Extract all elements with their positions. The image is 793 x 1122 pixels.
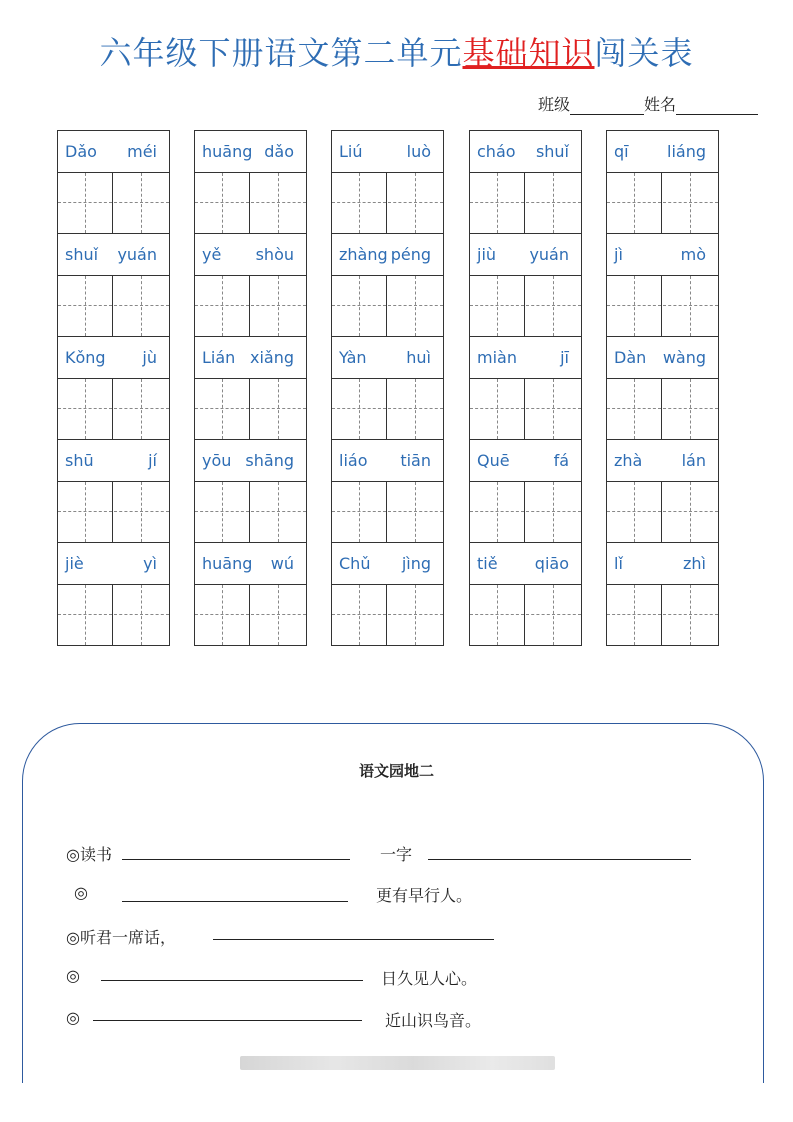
writing-grid: [607, 585, 718, 646]
writing-box[interactable]: [663, 379, 718, 439]
writing-box[interactable]: [607, 276, 662, 336]
word-cell: [332, 543, 443, 646]
pinyin-row: [58, 234, 169, 276]
garden-line-3-prefix: ◎听君一席话，: [66, 928, 176, 947]
writing-box[interactable]: [663, 276, 718, 336]
title-part2: 闯关表: [594, 34, 694, 72]
page-title: [0, 28, 793, 74]
writing-box[interactable]: [388, 482, 443, 542]
writing-box[interactable]: [114, 482, 169, 542]
pinyin-row: [470, 131, 581, 173]
word-cell: [195, 234, 306, 337]
pinyin-syllable-2: jí: [148, 451, 157, 470]
garden-line-3-blank[interactable]: [213, 939, 494, 940]
writing-box[interactable]: [470, 482, 525, 542]
pinyin-syllable-2: jìng: [401, 554, 431, 573]
writing-box[interactable]: [388, 585, 443, 645]
writing-box[interactable]: [58, 585, 113, 645]
word-cell: [607, 337, 718, 440]
pinyin-syllable-1: Dàn: [614, 348, 647, 367]
writing-box[interactable]: [114, 276, 169, 336]
word-cell: [58, 234, 169, 337]
pinyin-syllable-2: shuǐ: [535, 142, 569, 161]
pinyin-row: [332, 440, 443, 482]
pinyin-syllable-1: jì: [614, 245, 623, 264]
word-cell: [332, 337, 443, 440]
writing-box[interactable]: [526, 379, 581, 439]
writing-box[interactable]: [195, 173, 250, 233]
writing-box[interactable]: [114, 173, 169, 233]
word-cell: [607, 131, 718, 234]
garden-line-2-prefix: ◎: [74, 883, 88, 902]
pinyin-syllable-1: Dǎo: [65, 142, 97, 161]
pinyin-row: [332, 337, 443, 379]
title-part1: 六年级下册语文第二单元: [99, 34, 463, 72]
pinyin-row: [470, 543, 581, 585]
pinyin-column-3: [331, 130, 444, 646]
writing-box[interactable]: [607, 173, 662, 233]
pinyin-row: [470, 234, 581, 276]
pinyin-row: [332, 234, 443, 276]
footer-watermark: [240, 1056, 555, 1070]
word-cell: [58, 131, 169, 234]
word-cell: [332, 440, 443, 543]
garden-line-5-suffix: 近山识鸟音。: [385, 1011, 482, 1030]
name-blank[interactable]: [676, 98, 758, 115]
pinyin-syllable-1: yě: [202, 245, 222, 264]
writing-box[interactable]: [251, 482, 306, 542]
writing-box[interactable]: [58, 276, 113, 336]
writing-box[interactable]: [251, 173, 306, 233]
garden-line-2-suffix: 更有早行人。: [376, 886, 473, 905]
writing-box[interactable]: [332, 173, 387, 233]
pinyin-syllable-2: lán: [681, 451, 706, 470]
pinyin-syllable-2: méi: [127, 142, 157, 161]
writing-box[interactable]: [332, 379, 387, 439]
word-cell: [195, 440, 306, 543]
writing-grid: [332, 276, 443, 337]
pinyin-syllable-1: zhà: [614, 451, 643, 470]
writing-box[interactable]: [251, 379, 306, 439]
pinyin-syllable-1: Quē: [477, 451, 510, 470]
writing-box[interactable]: [470, 379, 525, 439]
writing-grid: [332, 379, 443, 440]
title-highlight: 基础知识: [462, 34, 595, 72]
writing-grid: [58, 585, 169, 646]
word-cell: [470, 440, 581, 543]
writing-grid: [607, 482, 718, 543]
pinyin-row: [332, 131, 443, 173]
writing-box[interactable]: [607, 379, 662, 439]
writing-grid: [58, 173, 169, 234]
pinyin-row: [58, 440, 169, 482]
pinyin-syllable-2: yuán: [117, 245, 157, 264]
pinyin-row: [58, 337, 169, 379]
writing-grid: [195, 173, 306, 234]
pinyin-syllable-2: mò: [680, 245, 706, 264]
pinyin-syllable-2: xiǎng: [249, 348, 294, 367]
garden-line-4-prefix: ◎: [66, 966, 80, 985]
pinyin-syllable-1: miàn: [477, 348, 517, 367]
name-label: 姓名: [644, 95, 677, 114]
writing-box[interactable]: [332, 482, 387, 542]
pinyin-row: [607, 131, 718, 173]
pinyin-syllable-2: yì: [143, 554, 157, 573]
pinyin-syllable-1: huāng: [202, 142, 253, 161]
pinyin-row: [607, 543, 718, 585]
word-cell: [195, 543, 306, 646]
pinyin-column-4: [469, 130, 582, 646]
pinyin-syllable-2: zhì: [683, 554, 706, 573]
writing-box[interactable]: [332, 276, 387, 336]
writing-grid: [195, 379, 306, 440]
word-cell: [607, 543, 718, 646]
pinyin-syllable-2: shòu: [255, 245, 294, 264]
pinyin-row: [470, 440, 581, 482]
writing-grid: [607, 379, 718, 440]
writing-box[interactable]: [195, 585, 250, 645]
pinyin-syllable-2: yuán: [529, 245, 569, 264]
pinyin-syllable-1: liáo: [339, 451, 368, 470]
pinyin-row: [607, 234, 718, 276]
pinyin-syllable-1: Lián: [202, 348, 236, 367]
garden-line-1-blank-2[interactable]: [428, 859, 691, 860]
writing-grid: [470, 173, 581, 234]
writing-box[interactable]: [470, 585, 525, 645]
writing-grid: [470, 276, 581, 337]
pinyin-syllable-2: wàng: [662, 348, 706, 367]
pinyin-syllable-1: shuǐ: [65, 245, 99, 264]
writing-grid: [607, 173, 718, 234]
pinyin-row: [195, 131, 306, 173]
writing-box[interactable]: [526, 276, 581, 336]
pinyin-syllable-1: Yàn: [339, 348, 367, 367]
name-bar: [538, 92, 758, 115]
writing-grid: [195, 276, 306, 337]
pinyin-syllable-2: liáng: [667, 142, 706, 161]
pinyin-column-2: [194, 130, 307, 646]
pinyin-row: [195, 440, 306, 482]
pinyin-syllable-2: huì: [406, 348, 431, 367]
pinyin-row: [607, 440, 718, 482]
pinyin-syllable-1: Liú: [339, 142, 363, 161]
writing-box[interactable]: [526, 482, 581, 542]
pinyin-row: [195, 543, 306, 585]
pinyin-syllable-1: huāng: [202, 554, 253, 573]
garden-line-1-mid: 一字: [380, 845, 413, 864]
pinyin-syllable-1: jiè: [65, 554, 84, 573]
writing-box[interactable]: [388, 173, 443, 233]
garden-line-4-blank[interactable]: [101, 980, 363, 981]
writing-grid: [332, 482, 443, 543]
pinyin-syllable-2: tiān: [400, 451, 431, 470]
pinyin-syllable-2: jù: [142, 348, 157, 367]
pinyin-row: [332, 543, 443, 585]
pinyin-syllable-1: tiě: [477, 554, 498, 573]
writing-grid: [470, 379, 581, 440]
garden-title: 语文园地二: [358, 762, 434, 780]
writing-box[interactable]: [526, 585, 581, 645]
writing-grid: [195, 482, 306, 543]
word-cell: [470, 131, 581, 234]
pinyin-syllable-1: Chǔ: [339, 554, 371, 573]
garden-line-1-blank-1[interactable]: [122, 859, 350, 860]
writing-box[interactable]: [251, 585, 306, 645]
word-cell: [332, 234, 443, 337]
pinyin-syllable-2: dǎo: [264, 142, 294, 161]
word-cell: [470, 337, 581, 440]
pinyin-syllable-2: fá: [553, 451, 569, 470]
pinyin-row: [195, 234, 306, 276]
writing-grid: [58, 276, 169, 337]
word-cell: [195, 131, 306, 234]
writing-box[interactable]: [58, 482, 113, 542]
word-cell: [332, 131, 443, 234]
pinyin-syllable-2: péng: [390, 245, 431, 264]
pinyin-syllable-1: cháo: [477, 142, 516, 161]
writing-box[interactable]: [388, 276, 443, 336]
word-cell: [470, 543, 581, 646]
word-cell: [58, 337, 169, 440]
pinyin-syllable-1: yōu: [202, 451, 232, 470]
garden-line-5-blank[interactable]: [93, 1020, 362, 1021]
pinyin-column-5: [606, 130, 719, 646]
writing-grid: [332, 585, 443, 646]
word-cell: [470, 234, 581, 337]
writing-box[interactable]: [195, 379, 250, 439]
writing-box[interactable]: [663, 585, 718, 645]
pinyin-syllable-2: wú: [270, 554, 294, 573]
writing-grid: [58, 482, 169, 543]
pinyin-row: [195, 337, 306, 379]
pinyin-row: [58, 131, 169, 173]
garden-line-5-prefix: ◎: [66, 1008, 80, 1027]
word-cell: [607, 234, 718, 337]
word-cell: [58, 440, 169, 543]
pinyin-syllable-1: Kǒng: [65, 348, 106, 367]
writing-box[interactable]: [58, 379, 113, 439]
class-blank[interactable]: [570, 98, 644, 115]
writing-grid: [332, 173, 443, 234]
pinyin-syllable-2: luò: [406, 142, 431, 161]
writing-box[interactable]: [526, 173, 581, 233]
writing-box[interactable]: [663, 173, 718, 233]
writing-box[interactable]: [470, 276, 525, 336]
pinyin-syllable-1: zhàng: [339, 245, 388, 264]
writing-grid: [470, 585, 581, 646]
garden-line-4-suffix: 日久见人心。: [381, 969, 478, 988]
pinyin-syllable-1: jiù: [477, 245, 497, 264]
writing-box[interactable]: [388, 379, 443, 439]
pinyin-row: [58, 543, 169, 585]
pinyin-row: [607, 337, 718, 379]
pinyin-column-1: [57, 130, 170, 646]
pinyin-row: [470, 337, 581, 379]
writing-box[interactable]: [58, 173, 113, 233]
writing-box[interactable]: [663, 482, 718, 542]
pinyin-syllable-1: shū: [65, 451, 94, 470]
garden-line-2-blank[interactable]: [122, 901, 348, 902]
pinyin-syllable-2: qiāo: [534, 554, 569, 573]
writing-box[interactable]: [607, 585, 662, 645]
writing-box[interactable]: [195, 482, 250, 542]
writing-box[interactable]: [332, 585, 387, 645]
word-cell: [195, 337, 306, 440]
pinyin-syllable-2: shāng: [245, 451, 294, 470]
writing-grid: [58, 379, 169, 440]
pinyin-syllable-1: lǐ: [614, 554, 623, 573]
word-cell: [58, 543, 169, 646]
writing-grid: [607, 276, 718, 337]
writing-box[interactable]: [251, 276, 306, 336]
writing-box[interactable]: [114, 379, 169, 439]
writing-box[interactable]: [195, 276, 250, 336]
writing-box[interactable]: [114, 585, 169, 645]
writing-box[interactable]: [607, 482, 662, 542]
writing-grid: [195, 585, 306, 646]
pinyin-syllable-1: qī: [614, 142, 629, 161]
word-cell: [607, 440, 718, 543]
writing-grid: [470, 482, 581, 543]
pinyin-syllable-2: jī: [560, 348, 569, 367]
garden-line-1-prefix: ◎读书: [66, 845, 112, 864]
class-label: 班级: [538, 95, 571, 114]
writing-box[interactable]: [470, 173, 525, 233]
